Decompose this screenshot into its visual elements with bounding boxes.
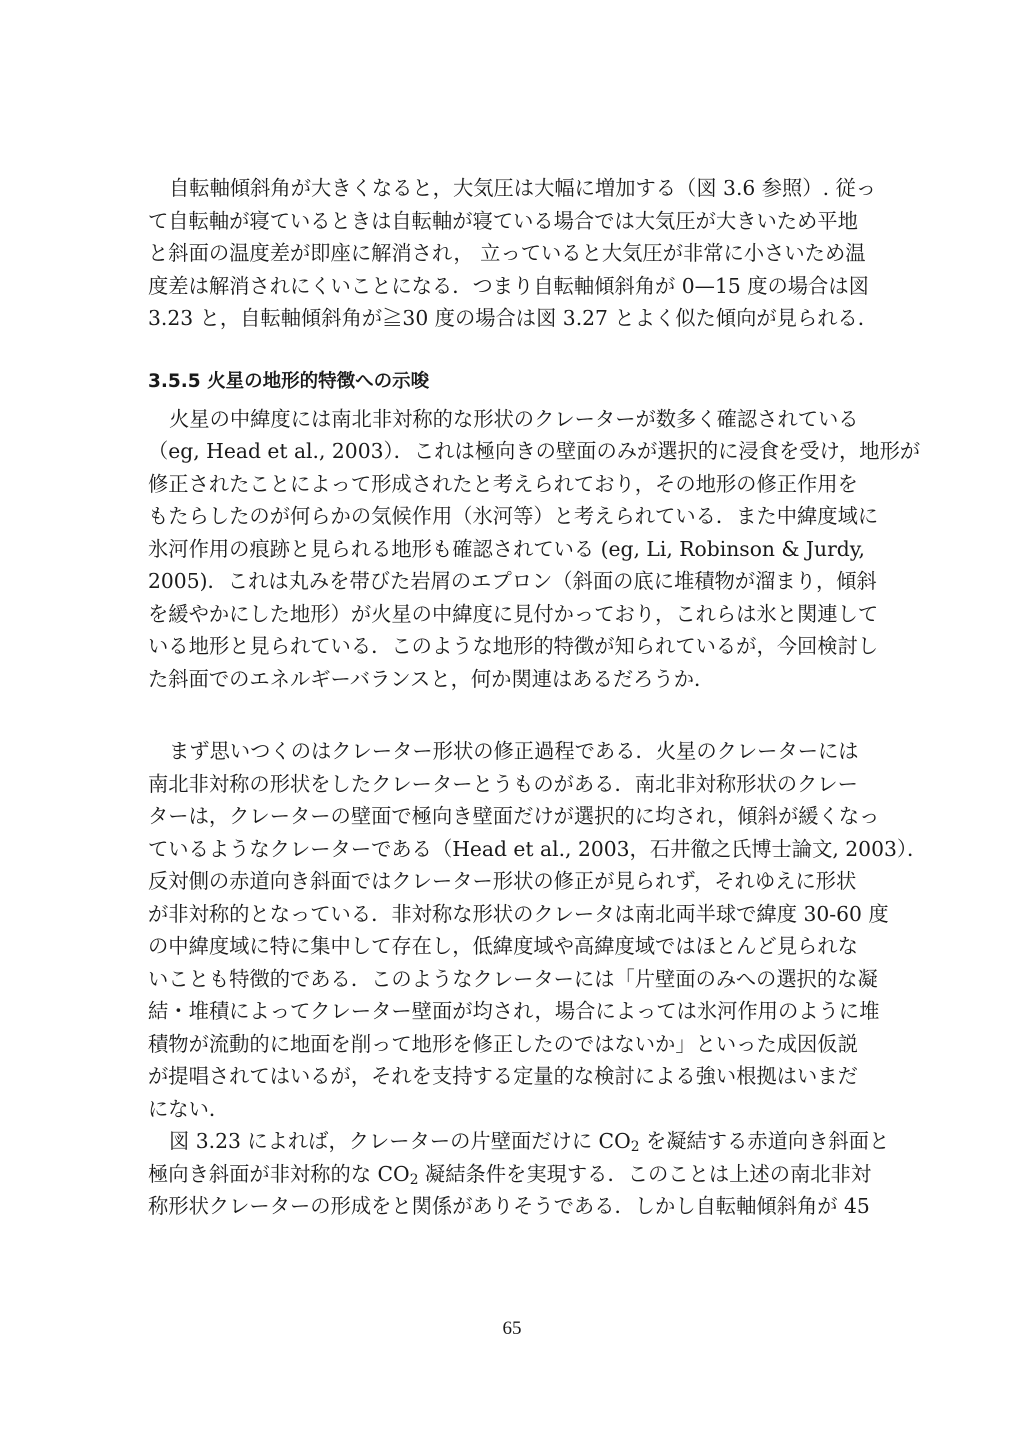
text-line: 自転軸傾斜角が大きくなると，大気圧は大幅に増加する（図 3.6 参照）. 従っ bbox=[169, 176, 877, 200]
text-line: 火星の中緯度には南北非対称的な形状のクレーターが数多く確認されている bbox=[169, 406, 859, 431]
text-fragment: 図 3.23 によれば，クレーターの片壁面だけに CO bbox=[169, 1129, 631, 1153]
paragraph-crater-modification bbox=[148, 735, 928, 1125]
text-line: の中緯度域に特に集中して存在し，低緯度域や高緯度域ではほとんど見られな bbox=[148, 934, 858, 958]
text-fragment: 凝結条件を実現する．このことは上述の南北非対 bbox=[418, 1161, 872, 1186]
text-line: 修正されたことによって形成されたと考えられており，その地形の修正作用を bbox=[148, 471, 858, 496]
text-line: いことも特徴的である．このようなクレーターには「片壁面のみへの選択的な凝 bbox=[148, 966, 878, 991]
text-line: て自転軸が寝ているときは自転軸が寝ている場合では大気圧が大きいため平地 bbox=[148, 208, 858, 233]
text-line: 反対側の赤道向き斜面ではクレーター形状の修正が見られず，それゆえに形状 bbox=[148, 869, 857, 893]
section-heading: 3.5.5 火星の地形的特徴への示唆 bbox=[148, 370, 430, 392]
text-fragment: を凝結する赤道向き斜面と bbox=[639, 1129, 890, 1153]
page-number: 65 bbox=[502, 1318, 522, 1339]
text-line: 結・堆積によってクレーター壁面が均され，場合によっては氷河作用のように堆 bbox=[148, 999, 880, 1023]
text-line: を緩やかにした地形）が火星の中緯度に見付かっており，これらは氷と関連して bbox=[148, 601, 879, 626]
text-line: まず思いつくのはクレーター形状の修正過程である．火星のクレーターには bbox=[169, 739, 859, 763]
subscript: 2 bbox=[409, 1171, 419, 1188]
text-line: （eg, Head et al., 2003）．これは極向きの壁面のみが選択的に浸食を受け，地形が bbox=[148, 439, 921, 463]
paragraph-axial-tilt-pressure bbox=[148, 172, 880, 335]
text-line: 3.23 と，自転軸傾斜角が≧30 度の場合は図 3.27 とよく似た傾向が見られる． bbox=[148, 306, 879, 330]
text-line: 積物が流動的に地面を削って地形を修正したのではないか」といった成因仮説 bbox=[148, 1031, 858, 1056]
text-line: 南北非対称の形状をしたクレーターとうものがある．南北非対称形状のクレー bbox=[148, 771, 858, 796]
text-line: ターは，クレーターの壁面で極向き壁面だけが選択的に均され，傾斜が緩くなっ bbox=[148, 804, 880, 828]
text-line: 氷河作用の痕跡と見られる地形も確認されている (eg, Li, Robinson & Jurdy, bbox=[148, 536, 865, 561]
text-line: ているようなクレーターである（Head et al., 2003，石井徹之氏博士論文, 2003）． bbox=[148, 836, 928, 861]
page-body bbox=[148, 172, 928, 1223]
text-line: が提唱されてはいるが，それを支持する定量的な検討による強い根拠はいまだ bbox=[148, 1064, 858, 1088]
text-line: もたらしたのが何らかの気候作用（氷河等）と考えられている．また中緯度域に bbox=[148, 504, 879, 528]
text-line: た斜面でのエネルギーバランスと，何か関連はあるだろうか． bbox=[148, 666, 715, 691]
text-line: にない． bbox=[148, 1096, 230, 1121]
text-line bbox=[148, 1125, 890, 1158]
text-line: 2005)．これは丸みを帯びた岩屑のエプロン（斜面の底に堆積物が溜まり，傾斜 bbox=[148, 569, 877, 593]
text-fragment: 極向き斜面が非対称的な CO bbox=[148, 1161, 410, 1186]
subscript: 2 bbox=[630, 1139, 640, 1156]
text-line: と斜面の温度差が即座に解消され， 立っていると大気圧が非常に小さいため温 bbox=[148, 241, 866, 265]
text-line: 称形状クレーターの形成をと関係がありそうである．しかし自転軸傾斜角が 45 bbox=[148, 1194, 870, 1218]
paragraph-mars-midlatitude bbox=[148, 403, 921, 696]
text-line: いる地形と見られている．このような地形的特徴が知られているが，今回検討し bbox=[148, 634, 879, 658]
text-line: が非対称的となっている．非対称な形状のクレータは南北両半球で緯度 30-60 度 bbox=[148, 901, 889, 926]
paragraph-co2-condensation bbox=[148, 1125, 890, 1223]
text-line bbox=[148, 1158, 880, 1191]
text-line: 度差は解消されにくいことになる．つまり自転軸傾斜角が 0—15 度の場合は図 bbox=[148, 273, 869, 298]
